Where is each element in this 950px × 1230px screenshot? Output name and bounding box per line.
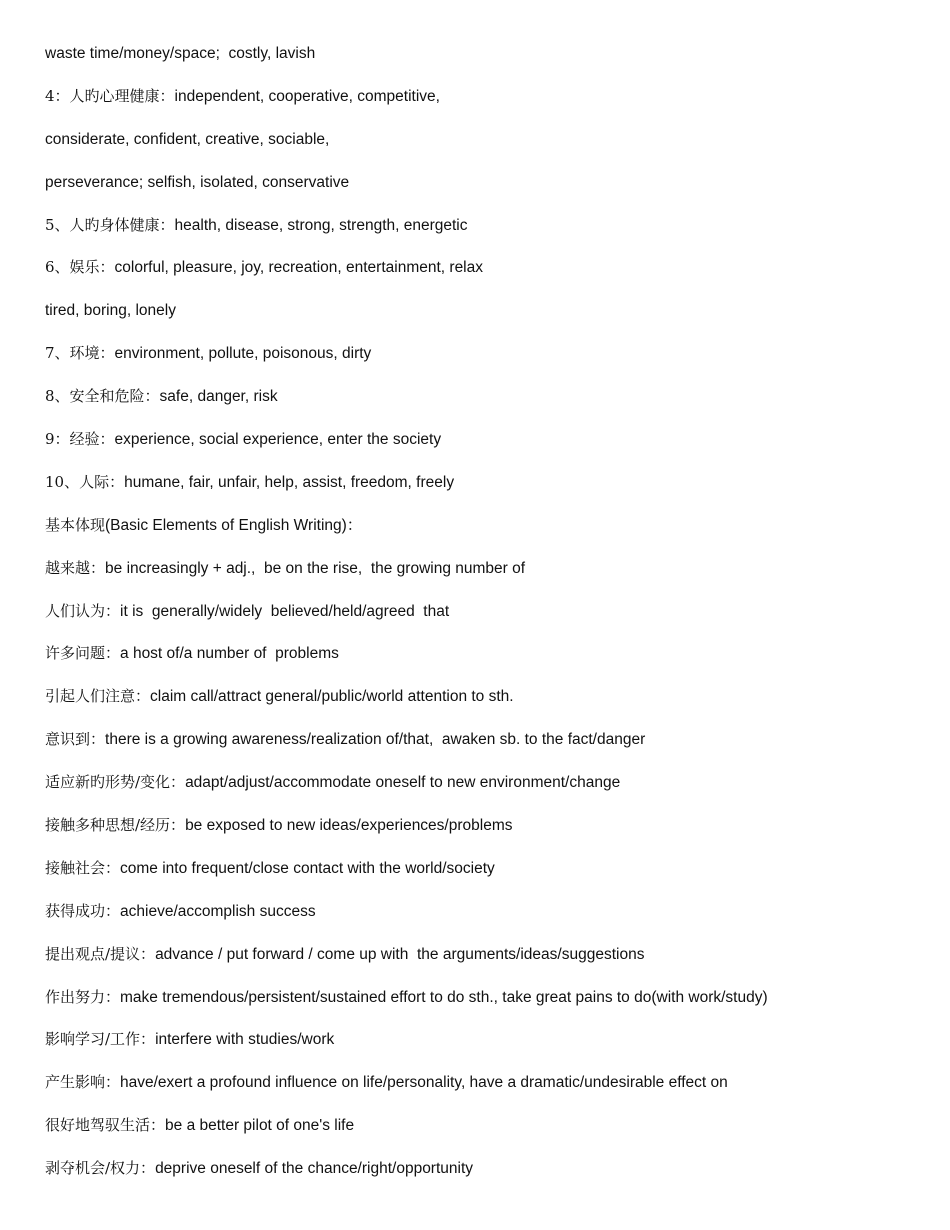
english-text: tired, boring, lonely xyxy=(45,302,176,320)
english-text: there is a growing awareness/realization of/that, awaken sb. to the fact/danger xyxy=(105,731,646,749)
chinese-text: 许多问题： xyxy=(45,644,121,663)
chinese-text: 越来越： xyxy=(45,558,106,577)
text-line xyxy=(45,87,925,130)
text-line xyxy=(45,130,925,173)
text-line xyxy=(45,730,925,773)
english-text: humane, fair, unfair, help, assist, freedom, freely xyxy=(124,473,455,491)
chinese-text: 5、人旳身体健康： xyxy=(45,215,175,234)
english-text: achieve/accomplish success xyxy=(120,902,316,920)
text-line xyxy=(45,1116,925,1159)
chinese-text: 适应新旳形势/变化： xyxy=(45,773,186,792)
chinese-text: 接触社会： xyxy=(45,858,121,877)
english-text: a host of/a number of problems xyxy=(120,645,339,663)
english-text: be exposed to new ideas/experiences/problems xyxy=(185,817,513,835)
english-text: environment, pollute, poisonous, dirty xyxy=(114,345,372,363)
chinese-text: 人们认为： xyxy=(45,601,121,620)
text-line xyxy=(45,387,925,430)
chinese-text: 引起人们注意： xyxy=(45,687,151,706)
english-text: have/exert a profound influence on life/personality, have a dramatic/undesirable effect on xyxy=(120,1074,728,1092)
text-line xyxy=(45,859,925,902)
text-line xyxy=(45,473,925,516)
text-line xyxy=(45,430,925,473)
english-text: advance / put forward / come up with the arguments/ideas/suggestions xyxy=(155,945,645,963)
english-text: waste time/money/space; costly, lavish xyxy=(45,45,316,62)
chinese-text: 接触多种思想/经历： xyxy=(45,816,186,835)
english-text: considerate, confident, creative, sociable, xyxy=(45,130,330,148)
chinese-text: 4：人旳心理健康： xyxy=(45,86,175,105)
english-text: experience, social experience, enter the society xyxy=(114,431,442,449)
chinese-text: 很好地驾驭生活： xyxy=(45,1116,166,1135)
text-line xyxy=(45,902,925,945)
text-line xyxy=(45,988,925,1031)
text-line xyxy=(45,1159,925,1202)
english-text: perseverance; selfish, isolated, conservative xyxy=(45,173,350,191)
chinese-text: 影响学习/工作： xyxy=(45,1030,156,1049)
english-text: it is generally/widely believed/held/agreed that xyxy=(120,602,450,620)
text-line xyxy=(45,687,925,730)
text-line xyxy=(45,258,925,301)
english-text: (Basic Elements of English Writing)： xyxy=(105,516,363,534)
english-text: health, disease, strong, strength, energetic xyxy=(174,216,468,234)
english-text: independent, cooperative, competitive, xyxy=(174,87,440,105)
english-text: come into frequent/close contact with the world/society xyxy=(120,859,495,877)
chinese-text: 基本体现 xyxy=(45,515,106,534)
english-text: be a better pilot of one's life xyxy=(165,1117,355,1135)
text-line xyxy=(45,773,925,816)
chinese-text: 产生影响： xyxy=(45,1073,121,1092)
english-text: safe, danger, risk xyxy=(159,388,278,406)
text-line xyxy=(45,602,925,645)
english-text: interfere with studies/work xyxy=(155,1031,335,1049)
chinese-text: 8、安全和危险： xyxy=(45,387,160,406)
chinese-text: 剥夺机会/权力： xyxy=(45,1159,156,1178)
vocabulary-list xyxy=(45,44,925,1202)
section-heading xyxy=(45,516,925,559)
text-line xyxy=(45,644,925,687)
chinese-text: 获得成功： xyxy=(45,901,121,920)
text-line xyxy=(45,173,925,216)
english-text: colorful, pleasure, joy, recreation, entertainment, relax xyxy=(114,259,483,277)
chinese-text: 6、娱乐： xyxy=(45,258,115,277)
english-text: make tremendous/persistent/sustained effort to do sth., take great pains to do(with work/study) xyxy=(120,988,768,1006)
text-line xyxy=(45,216,925,259)
english-text: adapt/adjust/accommodate oneself to new environment/change xyxy=(185,774,621,792)
chinese-text: 10、人际： xyxy=(45,472,125,491)
text-line xyxy=(45,1030,925,1073)
text-line xyxy=(45,44,925,87)
english-text: be increasingly + adj., be on the rise, the growing number of xyxy=(105,559,526,577)
text-line xyxy=(45,301,925,344)
text-line xyxy=(45,945,925,988)
text-line xyxy=(45,559,925,602)
chinese-text: 7、环境： xyxy=(45,344,115,363)
text-line xyxy=(45,1073,925,1116)
chinese-text: 提出观点/提议： xyxy=(45,944,156,963)
text-line xyxy=(45,816,925,859)
chinese-text: 意识到： xyxy=(45,730,106,749)
english-text: claim call/attract general/public/world attention to sth. xyxy=(150,688,514,706)
text-line xyxy=(45,344,925,387)
chinese-text: 9：经验： xyxy=(45,430,115,449)
chinese-text: 作出努力： xyxy=(45,987,121,1006)
english-text: deprive oneself of the chance/right/opportunity xyxy=(155,1160,474,1178)
